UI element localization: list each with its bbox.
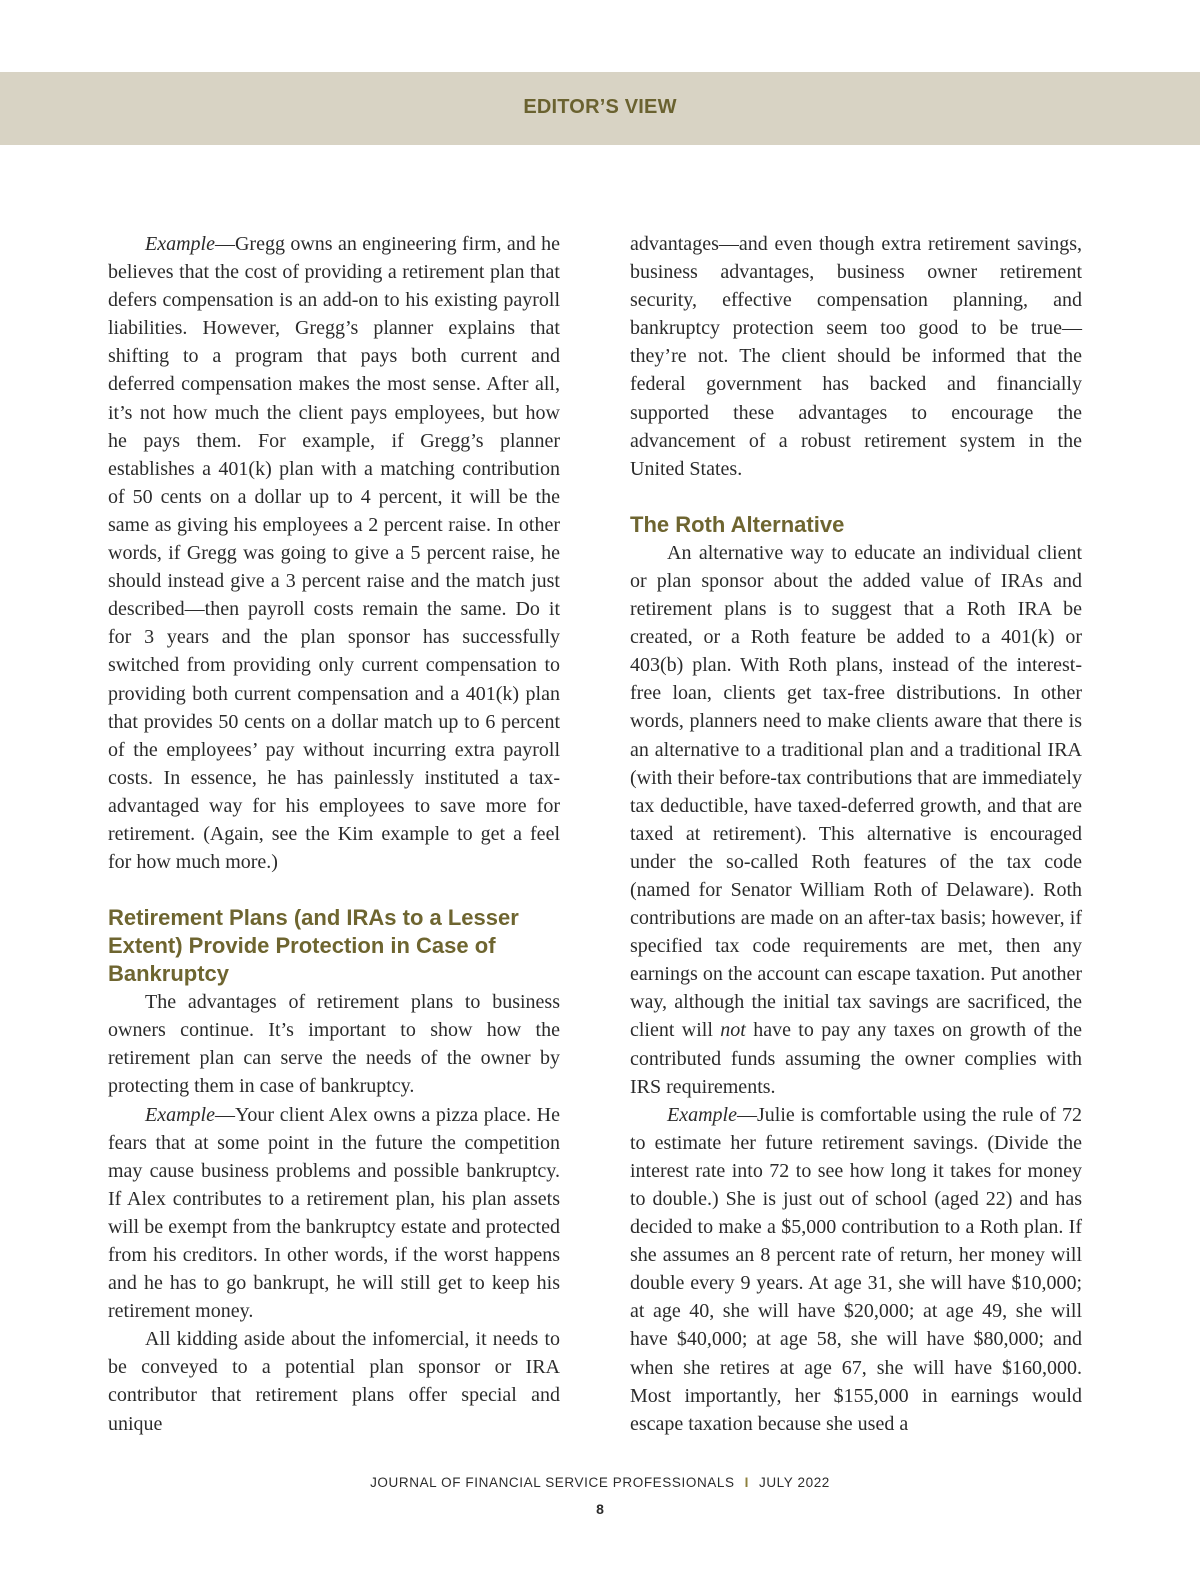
example-label: Example — [145, 1103, 215, 1126]
journal-name: JOURNAL OF FINANCIAL SERVICE PROFESSIONALS — [370, 1475, 735, 1490]
section-title: EDITOR’S VIEW — [523, 96, 677, 118]
paragraph-advantages-continued: advantages—and even though extra retirement savings, business advantages, business owner retirement security, effective compensation planning, and bankruptcy protection seem too good to be true—they’re not. The client should be informed that the federal government has backed and financially supported these advantages to encourage the advancement of a robust retirement system in the United States. — [630, 233, 1082, 480]
page-footer — [0, 1475, 1200, 1490]
issue-date: JULY 2022 — [758, 1475, 830, 1490]
paragraph-julie-example: Example—Julie is comfortable using the rule of 72 to estimate her future retirement savings. (Divide the interest rate into 72 to see how long it takes for money to double.) She is just out of school (aged 22) and has decided to make a $5,000 contribution to a Roth plan. If she assumes an 8 percent rate of return, her money will double every 9 years. At age 31, she will have $10,000; at age 40, she will have $20,000; at age 49, she will have $40,000; at age 58, she will have $80,000; and when she retires at age 67, she will have $160,000. Most importantly, her $155,000 in earnings would escape taxation because she used a — [630, 1103, 1082, 1435]
right-column — [630, 230, 1082, 1438]
header-band — [0, 72, 1200, 145]
left-column — [108, 230, 560, 1438]
page-number: 8 — [596, 1501, 604, 1517]
paragraph-alex-example: Example—Your client Alex owns a pizza place. He fears that at some point in the future the competition may cause business problems and possible bankruptcy. If Alex contributes to a retirement plan, his plan assets will be exempt from the bankruptcy estate and protected from his creditors. In other words, if the worst happens and he has to go bankrupt, he will still get to keep his retirement money. — [108, 1103, 560, 1323]
paragraph-roth-explanation: An alternative way to educate an individual client or plan sponsor about the added value of IRAs and retirement plans is to suggest that a Roth IRA be created, or a Roth feature be added to a 401(k) or 403(b) plan. With Roth plans, instead of the interest-free loan, clients get tax-free distributions. In other words, planners need to make clients aware that there is an alternative to a traditional plan and a traditional IRA (with their before-tax contributions that are immediately tax deductible, have taxed-deferred growth, and that are taxed at retirement). This alternative is encouraged under the so-called Roth features of the tax code (named for Senator William Roth of Delaware). Roth contributions are made on an after-tax basis; however, if specified tax code requirements are met, then any earnings on the account can escape taxation. Put another way, although the initial tax savings are sacrificed, the client will not have to pay any taxes on growth of the contributed funds assuming the owner complies with IRS requirements. — [630, 541, 1082, 1098]
paragraph-infomercial: All kidding aside about the infomercial, it needs to be conveyed to a potential plan sponsor or IRA contributor that retirement plans offer special and unique — [108, 1328, 560, 1435]
footer-separator: I — [744, 1475, 749, 1490]
paragraph-bankruptcy-intro: The advantages of retirement plans to business owners continue. It’s important to show how the retirement plan can serve the needs of the owner by protecting them in case of bankruptcy. — [108, 991, 560, 1098]
paragraph-gregg-example: Example—Gregg owns an engineering firm, and he believes that the cost of providing a retirement plan that defers compensation is an add-on to his existing payroll liabilities. However, Gregg’s planner explains that shifting to a program that pays both current and deferred compensation makes the most sense. After all, it’s not how much the client pays employees, but how he pays them. For example, if Gregg’s planner establishes a 401(k) plan with a matching contribution of 50 cents on a dollar up to 4 percent, it will be the same as giving his employees a 2 percent raise. In other words, if Gregg was going to give a 5 percent raise, he should instead give a 3 percent raise and the match just described—then payroll costs remain the same. Do it for 3 years and the plan sponsor has successfully switched from providing only current compensation to providing both current compensation and a 401(k) plan that provides 50 cents on a dollar match up to 6 percent of the employees’ pay without incurring extra payroll costs. In essence, he has painlessly instituted a tax-advantaged way for his employees to save more for retirement. (Again, see the Kim example to get a feel for how much more.) — [108, 233, 560, 874]
heading-roth-alternative: The Roth Alternative — [630, 511, 845, 537]
example-label: Example — [145, 233, 215, 255]
example-label: Example — [667, 1103, 737, 1126]
heading-bankruptcy-protection: Retirement Plans (and IRAs to a Lesser Extent) Provide Protection in Case of Bankruptcy — [108, 905, 519, 987]
